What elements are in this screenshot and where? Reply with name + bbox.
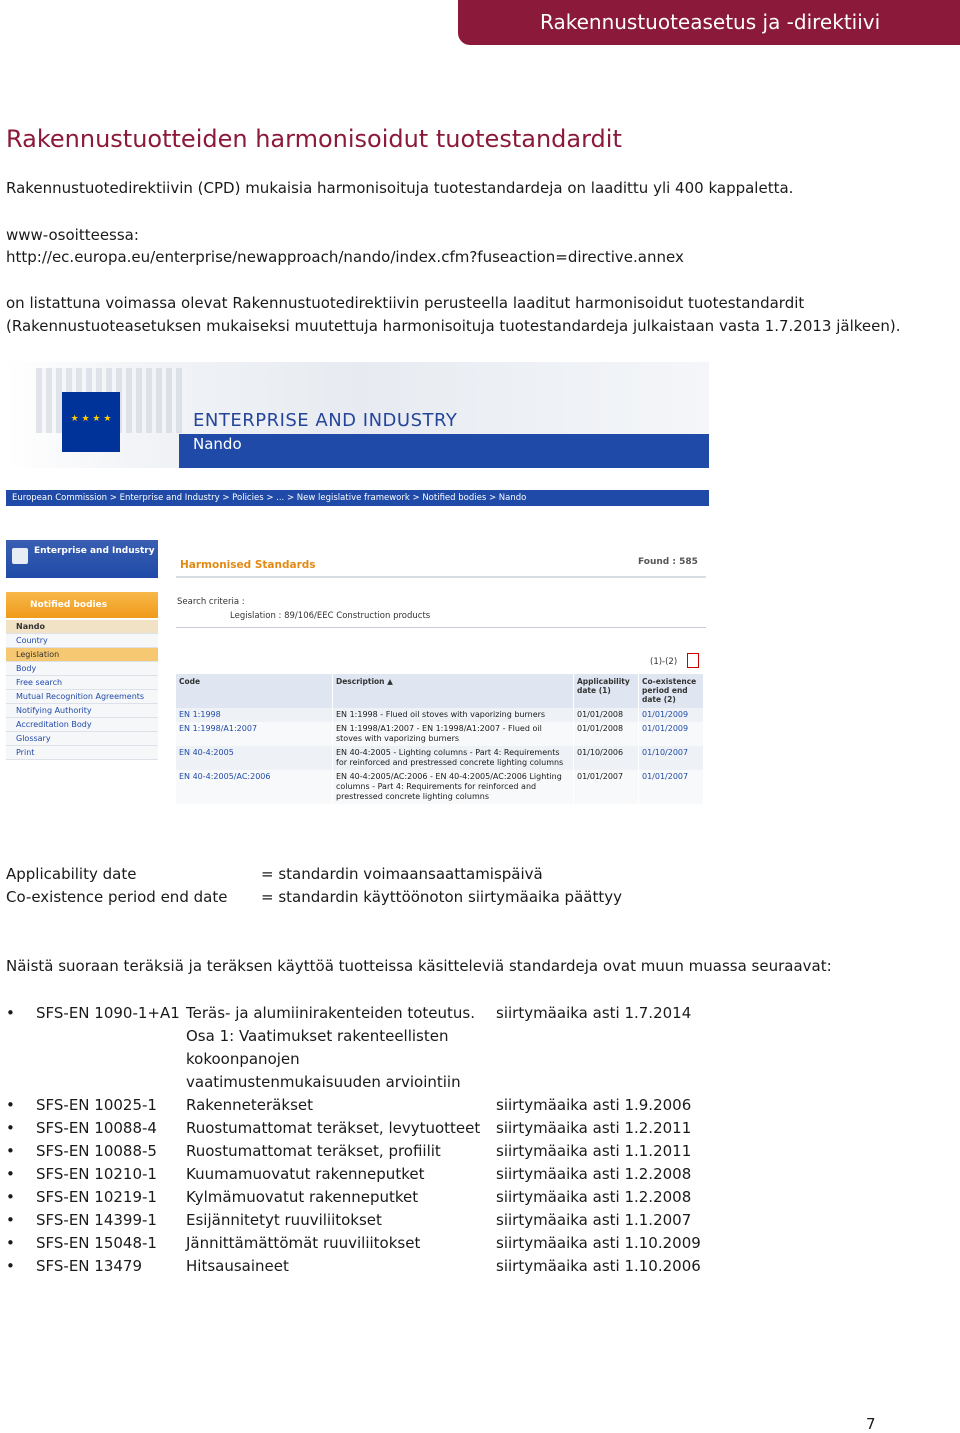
standard-description: Ruostumattomat teräkset, levytuotteet (186, 1119, 481, 1137)
search-criteria-label: Search criteria : (177, 597, 245, 607)
site-title: ENTERPRISE AND INDUSTRY (193, 410, 458, 431)
standard-transition: siirtymäaika asti 1.1.2007 (496, 1211, 692, 1229)
standard-code: SFS-EN 10210-1 (36, 1165, 157, 1183)
sidebar-item-free-search[interactable]: Free search (6, 676, 158, 690)
standard-code: SFS-EN 15048-1 (36, 1234, 157, 1252)
search-criteria-value: Legislation : 89/106/EEC Construction products (230, 611, 431, 621)
bullet-icon: • (6, 1142, 15, 1160)
col-applicability[interactable]: Applicability date (1) (574, 674, 639, 708)
divider (176, 576, 706, 578)
pdf-icon[interactable] (687, 653, 699, 668)
bullet-icon: • (6, 1004, 15, 1022)
cell-coexistence: 01/10/2007 (639, 746, 704, 770)
page-number: 7 (866, 1415, 876, 1433)
definition-value: = standardin voimaansaattamispäivä (261, 865, 543, 883)
cell-applicability: 01/01/2008 (574, 708, 639, 722)
sidebar-item-notifying-authority[interactable]: Notifying Authority (6, 704, 158, 718)
header-bar (458, 0, 960, 45)
cell-description: EN 40-4:2005 - Lighting columns - Part 4: Requirements for reinforced and prestressed concrete lighting columns (333, 746, 574, 770)
standard-code: SFS-EN 10025-1 (36, 1096, 157, 1114)
cell-coexistence: 01/01/2009 (639, 708, 704, 722)
logo-text-line2: Commission (66, 444, 115, 453)
sidebar-item-country[interactable]: Country (6, 634, 158, 648)
bullet-icon: • (6, 1234, 15, 1252)
standard-transition: siirtymäaika asti 1.10.2006 (496, 1257, 701, 1275)
standard-transition: siirtymäaika asti 1.1.2011 (496, 1142, 692, 1160)
nando-screenshot (6, 362, 709, 818)
sidebar-item-body[interactable]: Body (6, 662, 158, 676)
standard-code: SFS-EN 10219-1 (36, 1188, 157, 1206)
cell-code[interactable]: EN 1:1998/A1:2007 (176, 722, 333, 746)
eu-stars-icon: ★ ★ ★ ★ (70, 414, 112, 424)
standard-code: SFS-EN 10088-4 (36, 1119, 157, 1137)
bullet-icon: • (6, 1096, 15, 1114)
standard-transition: siirtymäaika asti 1.10.2009 (496, 1234, 701, 1252)
col-coexistence[interactable]: Co-existence period end date (2) (639, 674, 704, 708)
standard-description: Teräs- ja alumiinirakenteiden toteutus. Osa 1: Vaatimukset rakenteellisten kokoonpanojen vaatimustenmukaisuuden arviointiin (186, 1004, 476, 1091)
standard-transition: siirtymäaika asti 1.2.2008 (496, 1188, 692, 1206)
url-link[interactable]: http://ec.europa.eu/enterprise/newapproach/nando/index.cfm?fuseaction=directive.annex (6, 248, 684, 266)
standard-description: Esijännitetyt ruuviliitokset (186, 1211, 382, 1229)
sidebar-head[interactable] (6, 540, 158, 578)
definition-term: Co-existence period end date (6, 888, 228, 906)
standard-transition: siirtymäaika asti 1.9.2006 (496, 1096, 692, 1114)
cell-applicability: 01/01/2007 (574, 770, 639, 804)
cell-coexistence: 01/01/2007 (639, 770, 704, 804)
cell-description: EN 1:1998 - Flued oil stoves with vaporizing burners (333, 708, 574, 722)
bullet-icon: • (6, 1119, 15, 1137)
pager[interactable]: (1)-(2) (650, 657, 678, 667)
cell-applicability: 01/10/2006 (574, 746, 639, 770)
intro-text: Rakennustuotedirektiivin (CPD) mukaisia harmonisoituja tuotestandardeja on laadittu yli 400 kappaletta. (6, 179, 794, 197)
www-label: www-osoitteessa: (6, 226, 139, 244)
table-row (176, 746, 704, 770)
standard-transition: siirtymäaika asti 1.2.2008 (496, 1165, 692, 1183)
found-count: Found : 585 (638, 557, 698, 567)
cell-applicability: 01/01/2008 (574, 722, 639, 746)
bullet-icon: • (6, 1257, 15, 1275)
table-row (176, 708, 704, 722)
cell-code[interactable]: EN 1:1998 (176, 708, 333, 722)
cell-coexistence: 01/01/2009 (639, 722, 704, 746)
sidebar-item-glossary[interactable]: Glossary (6, 732, 158, 746)
lead-text: Näistä suoraan teräksiä ja teräksen käyttöä tuotteissa käsitteleviä standardeja ovat muun muassa seuraavat: (6, 957, 832, 975)
col-code[interactable]: Code (176, 674, 333, 708)
standard-description: Ruostumattomat teräkset, profiilit (186, 1142, 441, 1160)
standard-code: SFS-EN 14399-1 (36, 1211, 157, 1229)
standard-description: Kuumamuovatut rakenneputket (186, 1165, 425, 1183)
definition-value: = standardin käyttöönoton siirtymäaika päättyy (261, 888, 622, 906)
cell-code[interactable]: EN 40-4:2005 (176, 746, 333, 770)
home-icon (12, 548, 28, 564)
cell-code[interactable]: EN 40-4:2005/AC:2006 (176, 770, 333, 804)
bullet-icon: • (6, 1165, 15, 1183)
bullet-icon: • (6, 1188, 15, 1206)
title-bar (179, 434, 709, 468)
standard-code: SFS-EN 1090-1+A1 (36, 1004, 180, 1022)
standard-description: Kylmämuovatut rakenneputket (186, 1188, 419, 1206)
standard-transition: siirtymäaika asti 1.2.2011 (496, 1119, 692, 1137)
sidebar-item-print[interactable]: Print (6, 746, 158, 760)
site-subtitle: Nando (193, 435, 242, 453)
table-row (176, 722, 704, 746)
sidebar-list (6, 620, 158, 760)
body-text: on listattuna voimassa olevat Rakennustuotedirektiivin perusteella laaditut harmonisoidut tuotestandardit (Rakennustuoteasetuksen mukaiseksi muutettuja harmonisoituja tuotestandardeja julkaistaan vasta 1.7.2013 jälkeen). (6, 294, 901, 335)
standard-transition: siirtymäaika asti 1.7.2014 (496, 1004, 692, 1022)
definition-term: Applicability date (6, 865, 137, 883)
header-title: Rakennustuoteasetus ja -direktiivi (540, 10, 881, 34)
logo-text-line1: European (66, 434, 105, 443)
page-title: Rakennustuotteiden harmonisoidut tuotestandardit (6, 125, 622, 153)
col-description[interactable]: Description ▲ (333, 674, 574, 708)
standard-code: SFS-EN 10088-5 (36, 1142, 157, 1160)
sidebar-head-label: Enterprise and Industry (34, 546, 155, 556)
breadcrumb[interactable]: European Commission > Enterprise and Industry > Policies > ... > New legislative framework > Notified bodies > Nando (6, 490, 709, 506)
bullet-icon: • (6, 1211, 15, 1229)
standard-code: SFS-EN 13479 (36, 1257, 143, 1275)
section-title: Harmonised Standards (180, 559, 316, 571)
standards-table (176, 674, 704, 804)
sidebar-item-mra[interactable]: Mutual Recognition Agreements (6, 690, 158, 704)
sidebar-item-legislation[interactable]: Legislation (6, 648, 158, 662)
sidebar-item-nando[interactable]: Nando (6, 620, 158, 634)
cell-description: EN 1:1998/A1:2007 - EN 1:1998/A1:2007 - Flued oil stoves with vaporizing burners (333, 722, 574, 746)
cell-description: EN 40-4:2005/AC:2006 - EN 40-4:2005/AC:2006 Lighting columns - Part 4: Requirements for reinforced and prestressed concrete lighting columns (333, 770, 574, 804)
standard-description: Hitsausaineet (186, 1257, 289, 1275)
sidebar-notified-bodies[interactable]: Notified bodies (6, 592, 158, 618)
standard-description: Rakenneteräkset (186, 1096, 313, 1114)
sidebar-item-accreditation-body[interactable]: Accreditation Body (6, 718, 158, 732)
standard-description: Jännittämättömät ruuviliitokset (186, 1234, 421, 1252)
ec-logo-text (66, 434, 115, 454)
table-row (176, 770, 704, 804)
divider (176, 627, 706, 628)
